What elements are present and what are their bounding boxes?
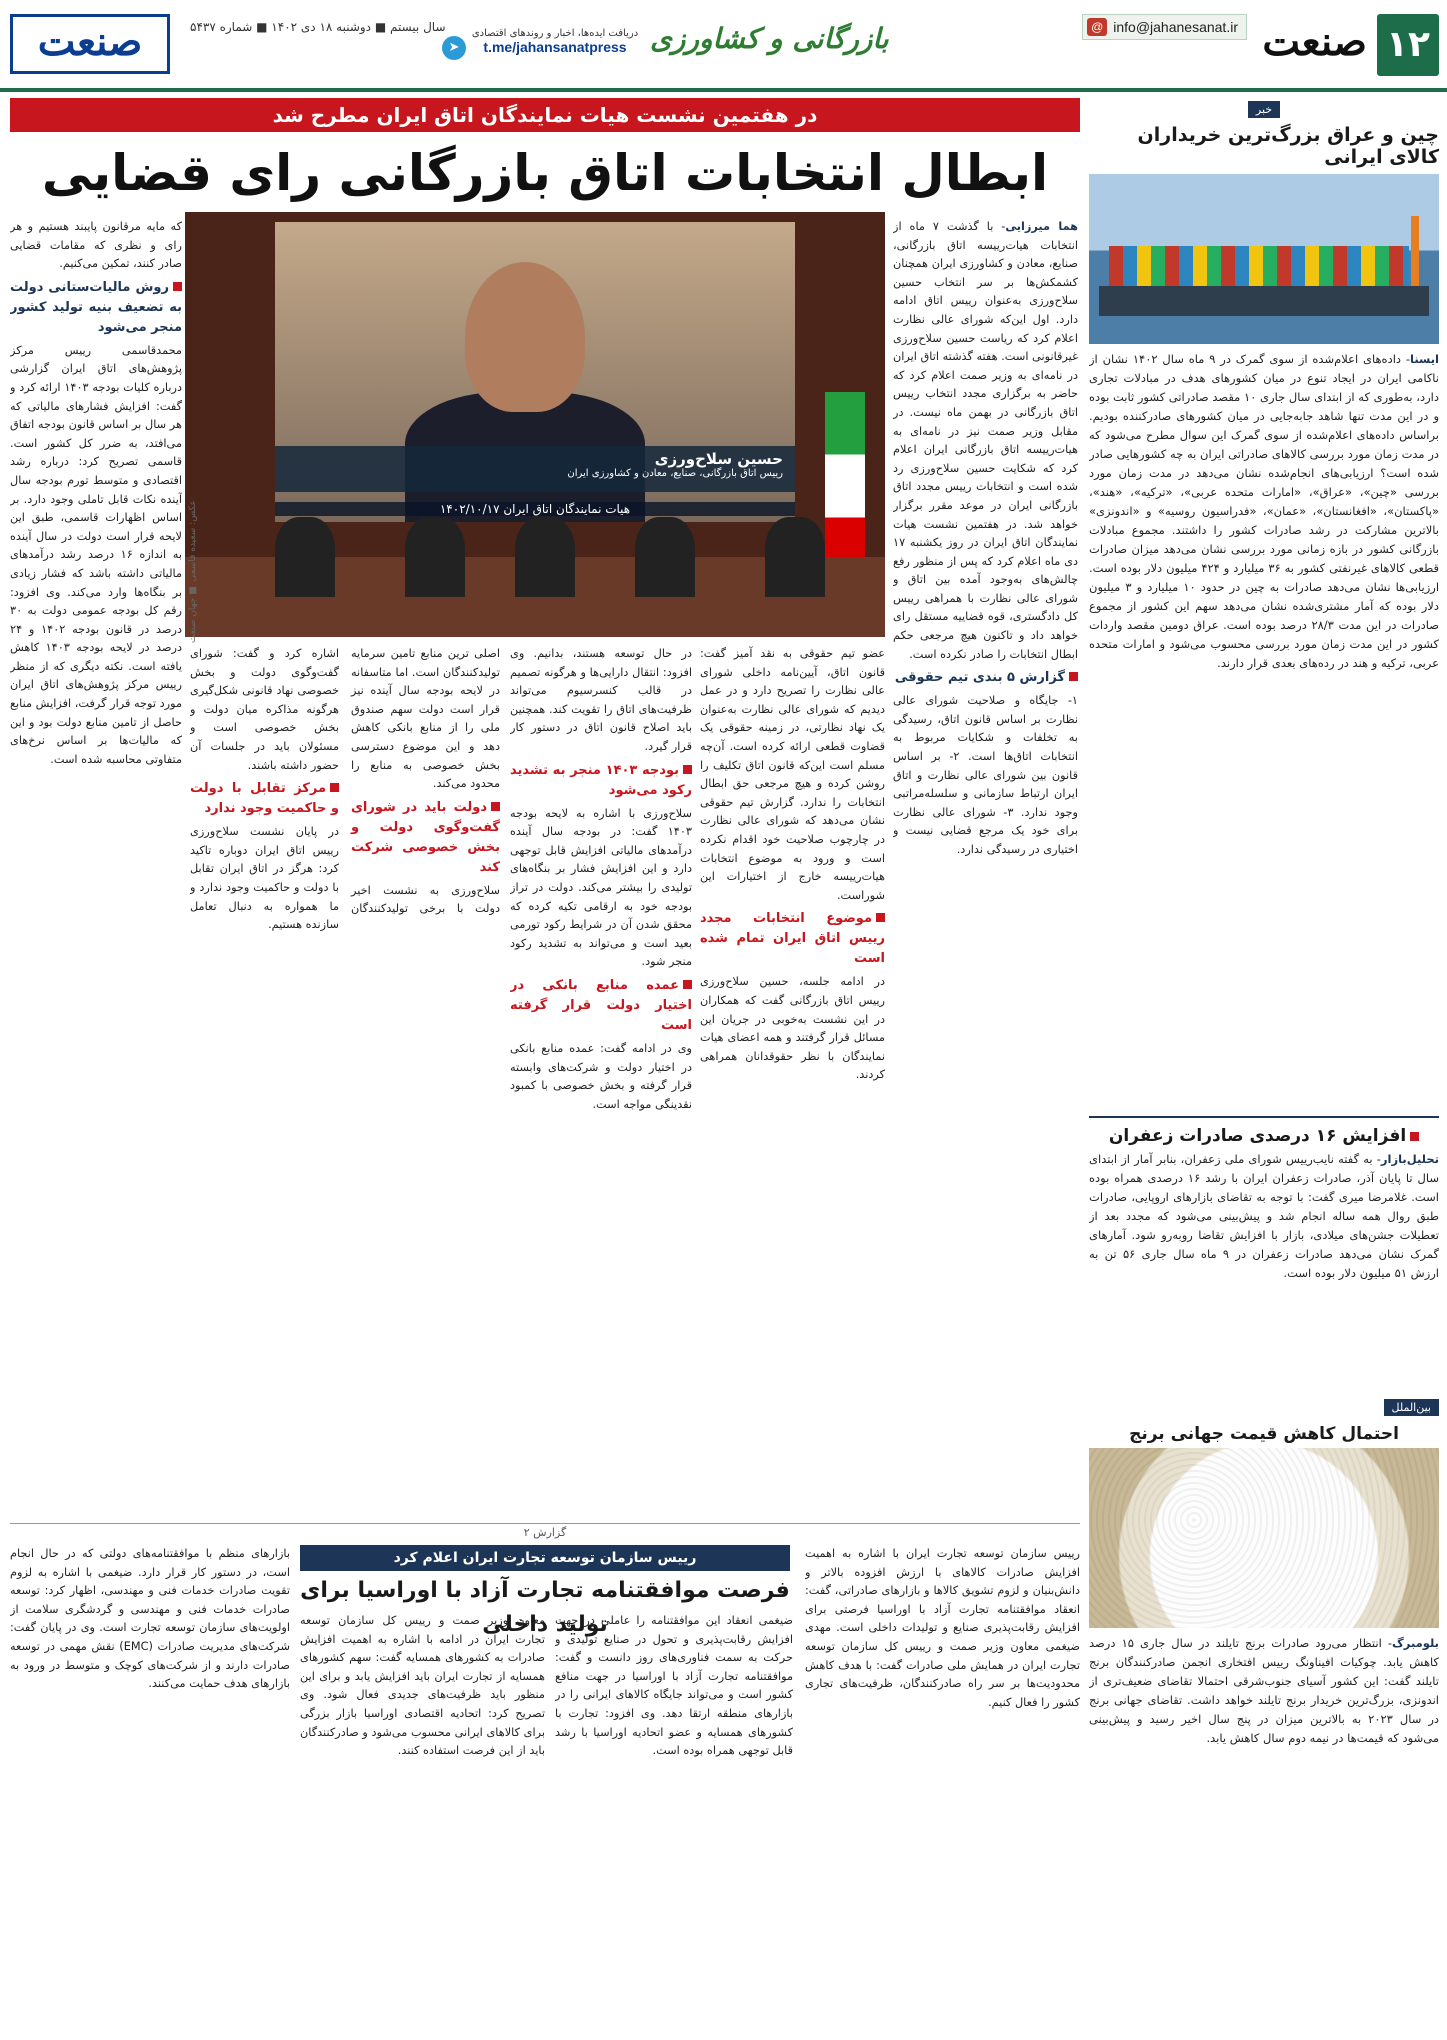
- email-icon: @: [1087, 18, 1107, 36]
- brand-name: صنعت: [37, 18, 143, 65]
- brand-logo: [10, 14, 170, 74]
- cargo-ship-photo: [1089, 174, 1439, 344]
- section-heading: موضوع انتخابات مجدد رییس اتاق ایران تمام شده است: [700, 911, 885, 967]
- right-news-column: [1089, 98, 1439, 1934]
- article-text: که مایه مرقانون پایبند هستیم و هر رای و نظری که مقامات قضایی صادر کنند، تمکین می‌کنیم.: [10, 220, 182, 271]
- article-column-5: [10, 218, 182, 1518]
- telegram-tagline: دریافت ایده‌ها، اخبار و روندهای اقتصادی: [471, 28, 639, 39]
- article-text: سلاح‌ورزی به نشست اخیر دولت با برخی تولیدکنندگان اشاره کرد و گفت: شورای گفت‌وگوی دولت و بخش خصوصی نهاد قانونی شکل‌گیری هرگونه مذاکره میان دولت و بخش خصوصی است و مسئولان باید در جلسات آن حضور داشته باشند.: [190, 647, 500, 916]
- email-address: info@jahanesanat.ir: [1113, 19, 1238, 35]
- section-title: بازرگانی و کشاورزی: [650, 22, 889, 55]
- article-text: - با گذشت ۷ ماه از انتخابات هیات‌رییسه اتاق بازرگانی، صنایع، معادن و کشاورزی ایران همچنان کشمکش‌ها بر سر انتخاب حسین سلاح‌ورزی به‌عنوان رییس اتاق ادامه دارد. اول این‌که شورای عالی نظارت اعلام کرد که ریاست حسین سلاح‌ورزی غیرقانونی است. هفته گذشته اتاق ایران در نامه‌ای به وزیر صمت اعلام کرد که حاضر به برگزاری مجدد انتخاب رییس اتاق بازرگانی در بهمن ماه نیست. در مقابل وزیر صمت نیز در نامه‌ای به هیات‌رییسه اتاق بازرگانی ایران اعلام کرد که شکایت حسین سلاح‌ورزی رد شده است و انتخابات رییس مجدد اتاق بازرگانی ایران در موعد مقرر برگزار خواهد شد. در هفتمین نشست هیات نمایندگان اتاق ایران در روز یکشنبه ۱۷ دی ماه اعلام کرد که پس از منظور رفع چالش‌های به‌وجود آمده بین اتاق و شورای عالی نظارت با همراهی رییس کل دادگستری، قوه قضاییه مستقل رای خواهد داد و تاکنون هیچ مرجعی حکم ابطال انتخابات را صادر نکرده است.: [893, 220, 1078, 661]
- article-text: وی در ادامه گفت: عمده منابع بانکی در اختیار دولت و شرکت‌های وابسته قرار گرفته و بخش خصوصی با کمبود نقدینگی مواجه است.: [510, 1041, 692, 1111]
- article-column-2: [700, 645, 885, 1518]
- section-heading: روش مالیات‌ستانی دولت به تضعیف بنیه تولید کشور منجر می‌شود: [10, 279, 182, 335]
- photo-caption-name: حسین سلاح‌ورزی: [654, 450, 783, 468]
- section-heading: عمده منابع بانکی در اختیار دولت قرار گرفته است: [510, 977, 692, 1033]
- report-headline: فرصت موافقتنامه تجارت آزاد با اوراسیا برای تولید داخلی: [300, 1578, 790, 1637]
- article-text: در ادامه جلسه، حسین سلاح‌ورزی رییس اتاق بازرگانی گفت که همکاران در این نشست به‌خوبی در جریان این مسائل قرار گرفتند و همه اعضای هیات نمایندگان با نظر حقوقدانان همراهی کردند.: [700, 975, 885, 1082]
- article-text: در پایان نشست سلاح‌ورزی رییس اتاق ایران دوباره تاکید کرد: هرگز در اتاق ایران تقابل با دولت و حاکمیت وجود ندارد و ما همواره به دنبال تعامل سازنده هستیم.: [190, 825, 339, 932]
- article-text: محمدقاسمی رییس مرکز پژوهش‌های اتاق ایران گزارشی درباره کلیات بودجه ۱۴۰۳ ارائه کرد و گفت: افزایش فشارهای مالیاتی که هر سال بر اساس قانون بودجه اتفاق می‌افتد، به ضرر کل کشور است. قاسمی تصریح کرد: درباره رشد اقتصادی و متوسط تورم بودجه سال آینده نکات قابل تاملی وجود دارد. بر اساس اظهارات قاسمی، طبق این لایحه قرار است دولت در سال آینده به اندازه ۱۶ درصد رشد درآمدهای مالیاتی داشته باشد که فشار زیادی بر بنگاه‌ها وارد می‌کند. وی افزود: رقم کل بودجه عمومی دولت به ۳۰ درصد در قانون بودجه ۱۴۰۲ و ۲۴ درصد در لایحه بودجه ۱۴۰۳ کاهش یافته است. نکته دیگری که از منظر رییس مرکز پژوهش‌های اتاق ایران مورد توجه قرار گرفت، افزایش منابع حاصل از تامین منابع دولت بود و این که مالیات‌ها بر اساس نرخ‌های متفاوتی محاسبه شده است.: [10, 343, 182, 766]
- rice-source: بلومبرگ: [1392, 1636, 1439, 1650]
- telegram-promo[interactable]: [448, 28, 640, 55]
- article-column-1: [893, 218, 1078, 1518]
- news-body: ایسنا- داده‌های اعلام‌شده از سوی گمرک در ۹ ماه سال ۱۴۰۲ نشان از ناکامی ایران در ایجاد تنوع در میان کشورهای هدف در مبادلات تجاری دارد، به‌طوری که از ابتدای سال جاری ۱۰ مقصد صادراتی کشور ثابت بوده و در این مدت تنها شاهد جابه‌جایی در میان کشورهای صادرکننده بودیم. براساس داده‌های اعلام‌شده از سوی گمرک این سوال مطرح می‌شود که در مدت زمان مورد بررسی کالاهای صادراتی ایران به چه کشورهایی صادر شده است؟ ارزیابی‌های انجام‌شده نشان می‌دهد در مدت زمان مورد بررسی «چین»، «عراق»، «امارات متحده عربی»، «ترکیه»، «هند»، «پاکستان»، «افغانستان»، «عمان»، «فدراسیون روسیه» و «اندونزی» بالاترین مشارکت در رشد صادرات کشور را داشتند. مجموع مبادلات بازرگانی کشور در بازه زمانی مورد بررسی نشان می‌دهد میزان صادرات قطعی کالاهای غیرنفتی کشور به ۳۶ میلیارد و ۴۲۴ میلیون دلار بوده است. ارزیابی‌ها نشان می‌دهد صادرات به چین در حدود ۱۰ میلیارد و ۳ میلیون دلار بوده که آمار مشتری‌شده نشان می‌دهد سهم این کشور از مجموع صادرات در این مدت ۲۸/۳ درصد بوده است. عراق دومین مقصد واردات کشور در این مدت زمان مورد بررسی محسوب می‌شود و امارات متحده عربی، ترکیه و هند در رده‌های بعدی قرار دارند.: [1089, 352, 1439, 670]
- report-column-3: [300, 1612, 545, 2035]
- section-heading: بودجه ۱۴۰۳ منجر به تشدید رکود می‌شود: [510, 762, 692, 798]
- photo-credit: عکس: سعیده قاسمی ■ جهان صنعت: [188, 500, 198, 644]
- byline: هما میرزایی: [1005, 220, 1078, 233]
- news-tag: خبر: [1248, 101, 1280, 118]
- article-text: اصلی ترین منابع تامین سرمایه تولیدکنندگان است. اما متاسفانه در لایحه بودجه سال آینده نیز قرار است دولت سهم صندوق ملی را از منابع بانکی کاهش دهد و این موضوع دسترسی بخش خصوصی به منابع را محدود می‌کند.: [351, 647, 500, 791]
- masthead: [0, 0, 1447, 92]
- intl-tag: بین‌الملل: [1384, 1399, 1440, 1416]
- saffron-body: تحلیل‌بازار- به گفته نایب‌رییس شورای ملی زعفران، بنابر آمار از ابتدای سال تا پایان آذر، صادرات زعفران ایران با رشد ۱۶ درصدی همراه بوده است. غلامرضا میری گفت: با توجه به تقاضای بازارهای اروپایی، صادرات طبق روال همه ساله انجام شد و پیش‌بینی می‌شود که مجدد بعد از تعطیلات جشن‌های میلادی، بازار با افزایش تقاضا روبه‌رو شود. آمارهای گمرک نشان می‌دهد صادرات زعفران در ۹ ماه سال جاری ۵۶ تن به ارزش ۵۱ میلیون دلار بوده است.: [1089, 1152, 1439, 1280]
- rice-headline: احتمال کاهش قیمت جهانی برنج: [1129, 1424, 1399, 1444]
- report-column-2: [555, 1612, 793, 2035]
- report-kicker: رییس سازمان توسعه تجارت ایران اعلام کرد: [300, 1545, 790, 1571]
- report-label: گزارش ۲: [10, 1523, 1080, 1539]
- article-text: رییس سازمان توسعه تجارت ایران با اشاره به اهمیت افزایش صادرات کالاهای با ارزش افزوده بالاتر و دانش‌بنیان و لزوم تشویق کالاها و بازارهای صادراتی، گفت: انعقاد موافقتنامه تجارت آزاد با اوراسیا فرصتی برای افزایش رقابت‌پذیری صنایع و تولیدات داخلی است. مهدی ضیغمی معاون وزیر صمت و رییس کل سازمان توسعه تجارت ایران در همایش ملی صادرات گفت: با هدف کاهش محدودیت‌ها بر سر راه صادرکنندگان، ظرفیت‌های تجاری کشور را فعال کنیم.: [805, 1547, 1080, 1709]
- photo-screen: [275, 222, 795, 522]
- photo-caption-role: رییس اتاق بازرگانی، صنایع، معادن و کشاورزی ایران: [567, 468, 783, 479]
- masthead-divider: [0, 88, 1447, 92]
- main-headline: ابطال انتخابات اتاق بازرگانی رای قضایی: [41, 144, 1049, 202]
- section-heading: گزارش ۵ بندی تیم حقوقی: [893, 668, 1078, 688]
- rice-body: بلومبرگ- انتظار می‌رود صادرات برنج تایلند در سال جاری ۱۵ درصد کاهش یابد. چوکیات افیناونگ رییس افتخاری انجمن صادرکنندگان برنج تایلند گفت: این کشور آسیای جنوب‌شرقی احتمالا تقاضای ضعیف‌تری از اندونزی، بزرگ‌ترین خریدار برنج تایلند خواهد داشت. تقاضای جهانی برنج در سال ۲۰۲۳ به بالاترین میزان در پنج سال اخیر رسید و پیش‌بینی می‌شود که قیمت‌ها در نیمه دوم سال کاهش یابد.: [1089, 1636, 1439, 1745]
- article-text: سلاح‌ورزی با اشاره به لایحه بودجه ۱۴۰۳ گفت: در بودجه سال آینده درآمدهای مالیاتی افزایش قابل توجهی دارد و این افزایش فشار بر بنگاه‌های تولیدی را بیشتر می‌کند. دولت در تراز بودجه خود به ارقامی تکیه کرده که محقق شدن آن در شرایط رکود تورمی بعید است و می‌تواند به تشدید رکود منجر شود.: [510, 806, 692, 969]
- article-text: بازارهای منظم با موافقتنامه‌های دولتی که در حال انجام است، در دستور کار قرار دارد. ضیغمی با اشاره به لزوم تقویت صادرات خدمات فنی و مهندسی، اظهار کرد: توسعه صادرات خدمات فنی و مهندسی و گردشگری سلامت از اولویت‌های سازمان توسعه تجارت است. وی در پایان گفت: شرکت‌های مدیریت صادرات (EMC) نقش مهمی در توسعه صادرات دارند و از شرکت‌های کوچک و متوسط در ورود به بازارهای هدف حمایت می‌کنند.: [10, 1547, 290, 1691]
- rice-photo: [1089, 1448, 1439, 1628]
- section-logo: صنعت: [1262, 18, 1367, 65]
- news-source: ایسنا: [1410, 352, 1439, 366]
- main-photo: [185, 212, 885, 637]
- article-text: ضیغمی انعقاد این موافقتنامه را عاملی در جهت افزایش رقابت‌پذیری و تحول در صنایع تولیدی و حرکت به سمت فناوری‌های روز دانست و گفت: موافقتنامه تجارت آزاد با اوراسیا در جهت منافع کشور است و می‌تواند جایگاه کالاهای ایرانی را در بازارهای منطقه ارتقا دهد. وی افزود: تجارت با کشورهای همسایه و عضو اتحادیه اوراسیا با رشد قابل توجهی همراه بوده است.: [555, 1614, 793, 1758]
- report-column-4: [10, 1545, 290, 2035]
- article-text: معاون وزیر صمت و رییس کل سازمان توسعه تجارت ایران در ادامه با اشاره به اهمیت افزایش صادرات به کشورهای همسایه گفت: سهم کشورهای همسایه از تجارت ایران باید افزایش یابد و برای این منظور باید ظرفیت‌های جدیدی فعال شود. وی تصریح کرد: اتحادیه اقتصادی اوراسیا بازار بزرگی برای کالاهای ایرانی محسوب می‌شود و صادرکنندگان باید از این فرصت استفاده کنند.: [300, 1614, 545, 1758]
- telegram-link[interactable]: t.me/jahansanatpress: [483, 39, 627, 55]
- article-column-4: [190, 645, 500, 1518]
- issue-info: سال بیستم ■ دوشنبه ۱۸ دی ۱۴۰۲ ■ شماره ۵۴۳۷: [190, 20, 446, 34]
- saffron-headline: افزایش ۱۶ درصدی صادرات زعفران: [1089, 1126, 1439, 1146]
- news-title: چین و عراق بزرگ‌ترین خریداران کالای ایرانی: [1137, 124, 1439, 168]
- email-link[interactable]: [1082, 14, 1247, 40]
- photo-caption-event: هیات نمایندگان اتاق ایران ۱۴۰۲/۱۰/۱۷: [275, 502, 795, 516]
- saffron-source: تحلیل‌بازار: [1380, 1152, 1439, 1166]
- section-heading: دولت باید در شورای گفت‌وگوی دولت و بخش خصوصی شرکت کند: [351, 799, 500, 875]
- main-kicker: در هفتمین نشست هیات نمایندگان اتاق ایران مطرح شد: [10, 98, 1080, 132]
- article-text: در حال توسعه هستند، بدانیم. وی افزود: انتقال دارایی‌ها و هرگونه تصمیم در قالب کنسرسیوم می‌تواند ظرفیت‌های اتاق را تقویت کند. همچنین باید اصلاح قانون اتاق در دستور کار قرار گیرد.: [510, 647, 692, 753]
- photo-caption: [275, 446, 795, 492]
- article-text: عضو تیم حقوقی به نقد آمیز گفت: قانون اتاق، آیین‌نامه داخلی شورای عالی نظارت را تصریح دارد و در عمل دیدیم که شورای عالی نظارت به‌عنوان یک نهاد نظارتی، در زمینه حقوقی یک قضاوت قطعی ارائه کرده است. آن‌چه مسلم است این‌که قانون اتاق تکلیف را روشن کرده و هیچ مرجعی حق ابطال انتخابات را ندارد. گزارش تیم حقوقی نشان می‌دهد که شورای عالی نظارت در چارچوب صلاحیت خود اقدام نکرده است و ورود به موضوع انتخابات هیات‌رییسه خارج از اختیارات این شوراست.: [700, 647, 885, 902]
- section-heading: مرکز تقابل با دولت و حاکمیت وجود ندارد: [190, 781, 339, 817]
- iran-flag: [825, 392, 865, 582]
- page-number: ۱۲: [1377, 14, 1439, 76]
- article-column-3: [510, 645, 692, 1518]
- telegram-icon: ➤: [442, 36, 466, 60]
- report-column-1: [805, 1545, 1080, 2035]
- article-text: ۱- جایگاه و صلاحیت شورای عالی نظارت بر اساس قانون اتاق، رسیدگی به تخلفات و شکایات مربوط به انتخابات اتاق‌ها است. ۲- بر اساس قانون بین شورای عالی نظارت و اتاق ایران ارتباط سازمانی و سلسله‌مراتبی وجود ندارد. ۳- شورای عالی نظارت برای خود یک مرجع قضایی نیست و اختیاری در رسیدگی ندارد.: [893, 694, 1078, 856]
